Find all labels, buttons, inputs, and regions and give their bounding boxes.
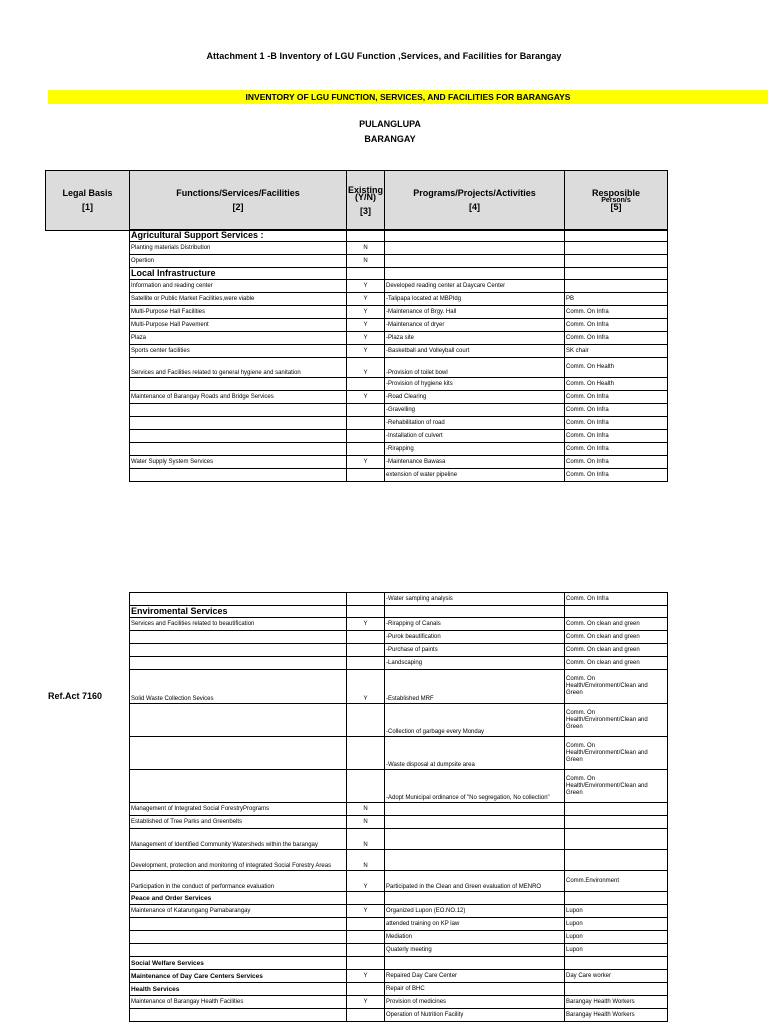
table-row: [130, 593, 668, 606]
program-cell: -Waste disposal at dumpsite area: [385, 737, 565, 770]
responsible-cell: Comm. On Infra: [565, 319, 668, 332]
responsible-cell: Lupon: [565, 918, 668, 931]
program-cell: -Rirapping of Canals: [385, 618, 565, 631]
responsible-cell: [565, 280, 668, 293]
program-cell: attended training on KP law: [385, 918, 565, 931]
function-cell: [130, 443, 347, 456]
program-cell: Participated in the Clean and Green evaluation of MENRO: [385, 871, 565, 892]
responsible-cell: [565, 803, 668, 816]
table-row: [130, 378, 668, 391]
responsible-cell: Lupon: [565, 931, 668, 944]
header-table: [45, 170, 668, 231]
program-cell: Organized Lupon (EO.NO.12): [385, 905, 565, 918]
function-cell: Development, protection and monitoring of integrated Social Forestry Areas: [130, 850, 347, 871]
program-cell: [385, 268, 565, 280]
table-row: [130, 737, 668, 770]
existing-cell: [347, 704, 385, 737]
existing-cell: [347, 631, 385, 644]
function-cell: [130, 404, 347, 417]
table-row: [130, 829, 668, 850]
function-cell: Participation in the conduct of performance evaluation: [130, 871, 347, 892]
table-row: [130, 944, 668, 957]
function-cell: [130, 704, 347, 737]
program-cell: -Maintenance of dryer: [385, 319, 565, 332]
responsible-cell: Comm. On Health/Environment/Clean and Green: [565, 770, 668, 803]
existing-cell: Y: [347, 456, 385, 469]
existing-cell: [347, 737, 385, 770]
location-name: PULANGLUPA: [359, 119, 421, 129]
responsible-cell: Comm.Environment: [565, 871, 668, 892]
program-cell: -Talipapa located at MBPIdg: [385, 293, 565, 306]
responsible-cell: [565, 242, 668, 255]
existing-cell: [347, 657, 385, 670]
table-row: [130, 242, 668, 255]
existing-cell: [347, 404, 385, 417]
responsible-cell: [565, 892, 668, 905]
table-row: [130, 618, 668, 631]
program-cell: -Basketball and Volleyball court: [385, 345, 565, 358]
existing-cell: [347, 918, 385, 931]
legal-basis-value: Ref.Act 7160: [48, 691, 103, 701]
title-banner: [48, 90, 768, 104]
header-programs: Programs/Projects/Activities [4]: [385, 171, 565, 231]
function-cell: Health Services: [130, 983, 347, 996]
function-cell: [130, 430, 347, 443]
responsible-cell: Comm. On Infra: [565, 593, 668, 606]
table-row: [130, 280, 668, 293]
responsible-cell: [565, 983, 668, 996]
existing-cell: Y: [347, 306, 385, 319]
responsible-cell: Comm. On Infra: [565, 306, 668, 319]
table-row: [130, 1009, 668, 1022]
program-cell: Developed reading center at Daycare Center: [385, 280, 565, 293]
program-cell: -Provision of hygiene kits: [385, 378, 565, 391]
function-cell: [130, 417, 347, 430]
responsible-cell: [565, 816, 668, 829]
function-cell: Maintenance of Barangay Roads and Bridge Services: [130, 391, 347, 404]
responsible-cell: Day Care worker: [565, 970, 668, 983]
table-row: [130, 770, 668, 803]
function-cell: Enviromental Services: [130, 606, 347, 618]
program-cell: [385, 816, 565, 829]
responsible-cell: SK chair: [565, 345, 668, 358]
responsible-cell: PB: [565, 293, 668, 306]
function-cell: Local Infrastructure: [130, 268, 347, 280]
function-cell: [130, 931, 347, 944]
program-cell: -Maintenance Bawasa: [385, 456, 565, 469]
header-existing: Existing (Y/N) [3]: [347, 171, 385, 231]
table-row: [130, 332, 668, 345]
program-cell: -Collection of garbage every Monday: [385, 704, 565, 737]
table-row: [130, 631, 668, 644]
table-row: [130, 358, 668, 378]
inventory-table-2: [129, 592, 668, 1022]
responsible-cell: Barangay Health Workers: [565, 1009, 668, 1022]
function-cell: [130, 378, 347, 391]
program-cell: -Gravelling: [385, 404, 565, 417]
function-cell: Multi-Purpose Hall Pavement: [130, 319, 347, 332]
function-cell: [130, 918, 347, 931]
function-cell: Maintenance of Katarungang Pamabarangay: [130, 905, 347, 918]
table-row: [130, 816, 668, 829]
table-row: [130, 293, 668, 306]
program-cell: -Rehabilitation of road: [385, 417, 565, 430]
responsible-cell: Comm. On Infra: [565, 456, 668, 469]
function-cell: [130, 657, 347, 670]
existing-cell: [347, 892, 385, 905]
function-cell: Peace and Order Services: [130, 892, 347, 905]
existing-cell: N: [347, 242, 385, 255]
responsible-cell: Lupon: [565, 905, 668, 918]
inventory-table-1: [129, 229, 668, 482]
existing-cell: Y: [347, 280, 385, 293]
existing-cell: [347, 644, 385, 657]
table-row: [130, 931, 668, 944]
function-cell: Social Welfare Services: [130, 957, 347, 970]
program-cell: [385, 803, 565, 816]
function-cell: Maintenance of Day Care Centers Services: [130, 970, 347, 983]
program-cell: [385, 230, 565, 242]
program-cell: [385, 606, 565, 618]
table-row: [130, 970, 668, 983]
existing-cell: [347, 593, 385, 606]
program-cell: [385, 829, 565, 850]
responsible-cell: Comm. On clean and green: [565, 657, 668, 670]
table-row: [130, 443, 668, 456]
responsible-cell: Comm. On Infra: [565, 430, 668, 443]
table-row: [130, 404, 668, 417]
table-row: [130, 255, 668, 268]
existing-cell: [347, 931, 385, 944]
responsible-cell: Comm. On Health: [565, 358, 668, 378]
program-cell: extension of water pipeline: [385, 469, 565, 482]
program-cell: [385, 850, 565, 871]
program-cell: -Adopt Municipal ordinance of "No segregation, No collection": [385, 770, 565, 803]
table-row: [130, 430, 668, 443]
existing-cell: Y: [347, 391, 385, 404]
existing-cell: [347, 770, 385, 803]
table-row: [130, 871, 668, 892]
table-row: [130, 803, 668, 816]
function-cell: Agricultural Support Services :: [130, 230, 347, 242]
table-row: [130, 918, 668, 931]
table-row: [130, 345, 668, 358]
program-cell: -Established MRF: [385, 670, 565, 704]
existing-cell: Y: [347, 905, 385, 918]
function-cell: [130, 631, 347, 644]
responsible-cell: [565, 850, 668, 871]
banner-title: INVENTORY OF LGU FUNCTION, SERVICES, AND FACILITIES FOR BARANGAYS: [245, 92, 571, 102]
function-cell: [130, 770, 347, 803]
responsible-cell: Comm. On clean and green: [565, 644, 668, 657]
function-cell: Management of Integrated Social ForestryPrograms: [130, 803, 347, 816]
function-cell: Satellite or Public Market Facilities,were viable: [130, 293, 347, 306]
attachment-title: Attachment 1 -B Inventory of LGU Function ,Services, and Facilities for Barangay: [206, 51, 562, 61]
existing-cell: [347, 957, 385, 970]
existing-cell: N: [347, 829, 385, 850]
function-cell: Information and reading center: [130, 280, 347, 293]
existing-cell: [347, 417, 385, 430]
function-cell: Planting materials Distribution: [130, 242, 347, 255]
program-cell: -Provision of toilet bowl: [385, 358, 565, 378]
existing-cell: [347, 268, 385, 280]
table-row: [130, 996, 668, 1009]
program-cell: -Purok beautification: [385, 631, 565, 644]
program-cell: -Road Clearing: [385, 391, 565, 404]
existing-cell: N: [347, 803, 385, 816]
existing-cell: [347, 944, 385, 957]
table-row: [130, 417, 668, 430]
table-row: [130, 306, 668, 319]
table-row: [130, 850, 668, 871]
existing-cell: [347, 1009, 385, 1022]
function-cell: [130, 1009, 347, 1022]
responsible-cell: Comm. On clean and green: [565, 631, 668, 644]
function-cell: Services and Facilities related to beautification: [130, 618, 347, 631]
table-row: [130, 230, 668, 242]
header-responsible: Resposible Person/s [5]: [565, 171, 668, 231]
existing-cell: N: [347, 816, 385, 829]
existing-cell: Y: [347, 970, 385, 983]
responsible-cell: Barangay Health Workers: [565, 996, 668, 1009]
program-cell: -Landscaping: [385, 657, 565, 670]
responsible-cell: Comm. On Infra: [565, 469, 668, 482]
responsible-cell: Comm. On Infra: [565, 417, 668, 430]
table-row: [130, 319, 668, 332]
program-cell: -Rirapping: [385, 443, 565, 456]
responsible-cell: Comm. On Infra: [565, 391, 668, 404]
function-cell: Sports center facilities: [130, 345, 347, 358]
function-cell: Multi-Purpose Hall Facilities: [130, 306, 347, 319]
responsible-cell: [565, 957, 668, 970]
existing-cell: [347, 443, 385, 456]
function-cell: Management of Identified Community Watersheds within the barangay: [130, 829, 347, 850]
program-cell: Operation of Nutrition Facility: [385, 1009, 565, 1022]
responsible-cell: [565, 255, 668, 268]
program-cell: Provision of medicines: [385, 996, 565, 1009]
program-cell: Repair of BHC: [385, 983, 565, 996]
table-row: [130, 905, 668, 918]
program-cell: Repaired Day Care Center: [385, 970, 565, 983]
function-cell: [130, 944, 347, 957]
function-cell: Solid Waste Collection Sevices: [130, 670, 347, 704]
function-cell: [130, 737, 347, 770]
existing-cell: N: [347, 850, 385, 871]
responsible-cell: Comm. On Infra: [565, 404, 668, 417]
function-cell: Maintenance of Barangay Health Facilities: [130, 996, 347, 1009]
header-legal-basis: Legal Basis [1]: [46, 171, 130, 231]
existing-cell: Y: [347, 293, 385, 306]
program-cell: Quaterly meeting: [385, 944, 565, 957]
table-row: [130, 957, 668, 970]
program-cell: Mediation: [385, 931, 565, 944]
function-cell: Opertion: [130, 255, 347, 268]
program-cell: -Maintenance of Brgy. Hall: [385, 306, 565, 319]
table-row: [130, 704, 668, 737]
function-cell: Established of Tree Parks and Greenbelts: [130, 816, 347, 829]
program-cell: -Installation of culvert: [385, 430, 565, 443]
function-cell: [130, 593, 347, 606]
existing-cell: Y: [347, 319, 385, 332]
function-cell: Water Supply System Services: [130, 456, 347, 469]
existing-cell: N: [347, 255, 385, 268]
program-cell: [385, 255, 565, 268]
responsible-cell: Comm. On Infra: [565, 332, 668, 345]
program-cell: -Water sampling analysis: [385, 593, 565, 606]
existing-cell: [347, 469, 385, 482]
existing-cell: [347, 983, 385, 996]
function-cell: [130, 469, 347, 482]
table-row: [130, 983, 668, 996]
function-cell: Services and Facilities related to general hygiene and sanitation: [130, 358, 347, 378]
existing-cell: Y: [347, 996, 385, 1009]
existing-cell: Y: [347, 871, 385, 892]
responsible-cell: [565, 829, 668, 850]
existing-cell: Y: [347, 332, 385, 345]
program-cell: -Plaza site: [385, 332, 565, 345]
responsible-cell: Comm. On clean and green: [565, 618, 668, 631]
location-type: BARANGAY: [364, 134, 416, 144]
existing-cell: [347, 430, 385, 443]
table-row: [130, 456, 668, 469]
responsible-cell: Comm. On Health: [565, 378, 668, 391]
table-row: [130, 469, 668, 482]
header-functions: Functions/Services/Facilities [2]: [130, 171, 347, 231]
responsible-cell: [565, 606, 668, 618]
program-cell: [385, 242, 565, 255]
existing-cell: Y: [347, 618, 385, 631]
table-row: [130, 268, 668, 280]
existing-cell: [347, 606, 385, 618]
existing-cell: Y: [347, 358, 385, 378]
table-row: [130, 670, 668, 704]
table-row: [130, 644, 668, 657]
table-row: [130, 606, 668, 618]
function-cell: [130, 644, 347, 657]
existing-cell: Y: [347, 670, 385, 704]
responsible-cell: Comm. On Infra: [565, 443, 668, 456]
responsible-cell: Comm. On Health/Environment/Clean and Green: [565, 704, 668, 737]
responsible-cell: Comm. On Health/Environment/Clean and Green: [565, 737, 668, 770]
existing-cell: [347, 378, 385, 391]
responsible-cell: [565, 230, 668, 242]
responsible-cell: Comm. On Health/Environment/Clean and Green: [565, 670, 668, 704]
program-cell: [385, 892, 565, 905]
existing-cell: Y: [347, 345, 385, 358]
program-cell: [385, 957, 565, 970]
program-cell: -Purchase of paints: [385, 644, 565, 657]
table-row: [130, 657, 668, 670]
table-row: [130, 391, 668, 404]
function-cell: Plaza: [130, 332, 347, 345]
existing-cell: [347, 230, 385, 242]
responsible-cell: Lupon: [565, 944, 668, 957]
table-row: [130, 892, 668, 905]
responsible-cell: [565, 268, 668, 280]
